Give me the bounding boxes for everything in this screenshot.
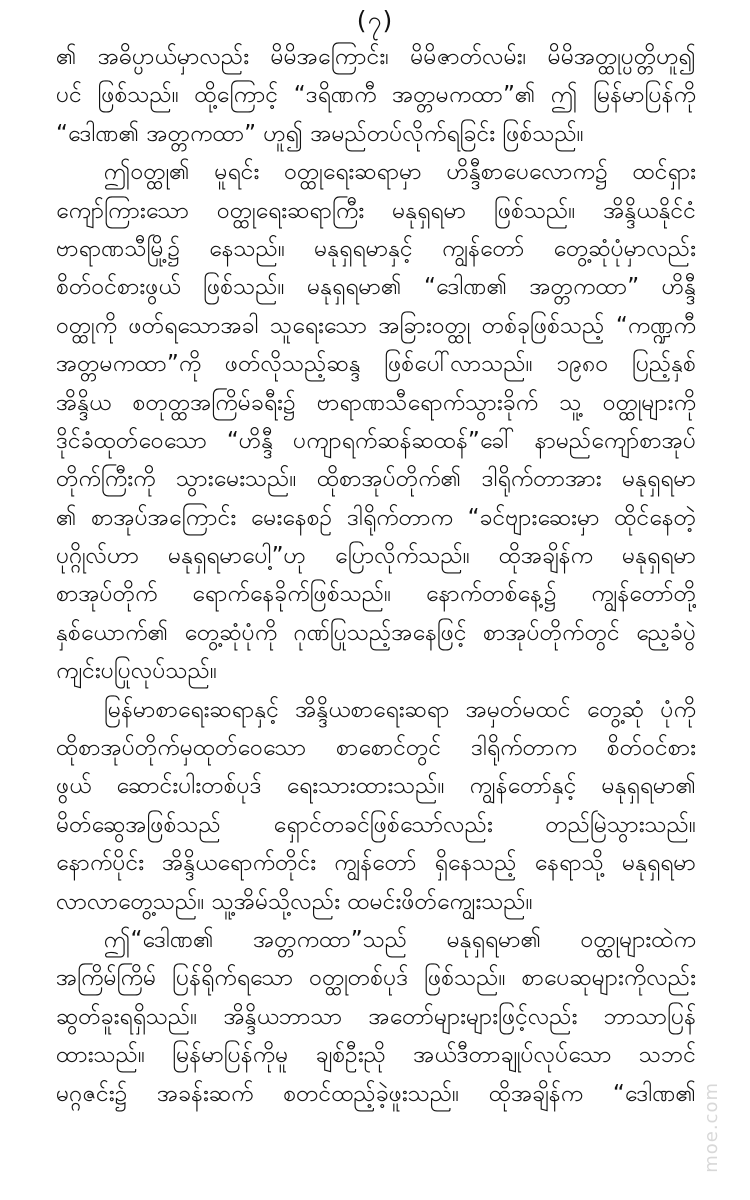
- text-line: မြန်မာစာရေးဆရာနှင့် အိန္ဒိယစာရေးဆရာ အမှတ်မထင် တွေ့ဆုံ ပုံကို: [104, 696, 696, 723]
- text-line: နောက်ပိုင်း အိန္ဒိယရောက်တိုင်း ကျွန်တော် ရှိနေသည့် နေရာသို့ မနုရှရမာ: [56, 850, 696, 877]
- text-line: ထိုစာအုပ်တိုက်မှထုတ်ဝေသော စာစောင်တွင် ဒါရိုက်တာက စိတ်ဝင်စား: [56, 735, 696, 762]
- text-line: ထားသည်။ မြန်မာပြန်ကိုမူ ချစ်ဦးညို အယ်ဒီတာချုပ်လုပ်သော သဘင်: [56, 1042, 696, 1069]
- text-line: အိန္ဒိယ စတုတ္ထအကြိမ်ခရီး၌ ဗာရာဏသီရောက်သွားခိုက် သူ့ ဝတ္ထုများကို: [56, 389, 696, 416]
- text-line: စိတ်ဝင်စားဖွယ် ဖြစ်သည်။ မနုရှရမာ၏ “ဒေါဏ၏ အတ္တကထာ” ဟိန္ဒီ: [56, 274, 696, 301]
- paragraph-4: [56, 921, 696, 1113]
- text-line: ဤ“ဒေါဏ၏ အတ္တကထာ”သည် မနုရှရမာ၏ ဝတ္ထုများထဲက: [104, 926, 696, 953]
- text-line: ပင် ဖြစ်သည်။ ထို့ကြောင့် “ဒရိဏကီ အတ္တမကထာ”၏ ဤ မြန်မာပြန်ကို: [56, 82, 696, 109]
- text-line: ဤဝတ္ထု၏ မူရင်း ဝတ္ထုရေးဆရာမှာ ဟိန္ဒီစာပေလောက၌ ထင်ရှား: [104, 159, 696, 186]
- paragraph-2: [56, 153, 696, 690]
- text-line: ကျင်းပပြုလုပ်သည်။: [56, 658, 217, 685]
- page-number: (၇): [356, 6, 394, 35]
- text-line: ပုဂ္ဂိုလ်ဟာ မနုရှရမာပေါ့”ဟု ပြောလိုက်သည်။ ထိုအချိန်က မနုရှရမာ: [56, 543, 696, 570]
- text-line: အတ္တမကထာ”ကို ဖတ်လိုသည့်ဆန္ဒ ဖြစ်ပေါ်လာသည်။ ၁၉၈၀ ပြည့်နှစ်: [56, 351, 696, 378]
- text-line: ဝတ္ထုကို ဖတ်ရသောအခါ သူရေးသော အခြားဝတ္ထု တစ်ခုဖြစ်သည့် “ကဏ္ဍကီ: [56, 312, 696, 339]
- text-line: စာအုပ်တိုက် ရောက်နေခိုက်ဖြစ်သည်။ နောက်တစ်နေ့၌ ကျွန်တော်တို့: [56, 581, 696, 608]
- text-line: ဗာရာဏသီမြို့၌ နေသည်။ မနုရှရမာနှင့် ကျွန်တော် တွေ့ဆုံပုံမှာလည်း: [56, 235, 696, 262]
- text-line: ဒိုင်ခံထုတ်ဝေသော “ဟိန္ဒီ ပကျာရက်ဆန်ဆထန်”ခေါ် နာမည်ကျော်စာအုပ်: [56, 427, 696, 454]
- text-line: မဂ္ဂဇင်း၌ အခန်းဆက် စတင်ထည့်ခဲ့ဖူးသည်။ ထိုအချိန်က “ဒေါဏ၏: [56, 1080, 696, 1107]
- watermark: moe.com: [701, 1082, 722, 1173]
- text-line: ဆွတ်ခူးရရှိသည်။ အိန္ဒိယဘာသာ အတော်များများဖြင့်လည်း ဘာသာပြန်: [56, 1003, 696, 1030]
- text-line: ၏ အဓိပ္ပာယ်မှာလည်း မိမိအကြောင်း၊ မိမိဇာတ်လမ်း၊ မိမိအတ္ထုပ္ပတ္တိဟူ၍: [56, 44, 696, 70]
- text-line: မိတ်ဆွေအဖြစ်သည် ရှောင်တခင်ဖြစ်သော်လည်း တည်မြဲသွားသည်။: [56, 811, 696, 838]
- text-line: ၏ စာအုပ်အကြောင်း မေးနေစဉ် ဒါရိုက်တာက “ခင်ဗျားဆေးမှာ ထိုင်နေတဲ့: [56, 504, 696, 531]
- text-line: အကြိမ်ကြိမ် ပြန်ရိုက်ရသော ဝတ္ထုတစ်ပုဒ် ဖြစ်သည်။ စာပေဆုများကိုလည်း: [56, 965, 696, 992]
- paragraph-1: [56, 38, 696, 153]
- text-line: နှစ်ယောက်၏ တွေ့ဆုံပုံကို ဂုဏ်ပြုသည့်အနေဖြင့် စာအုပ်တိုက်တွင် ညေ့ခံပွဲ: [56, 619, 696, 646]
- text-line: “ဒေါဏ၏ အတ္တကထာ” ဟူ၍ အမည်တပ်လိုက်ရခြင်း ဖြစ်သည်။: [56, 120, 584, 147]
- text-line: ဖွယ် ဆောင်းပါးတစ်ပုဒ် ရေးသားထားသည်။ ကျွန်တော်နှင့် မနုရှရမာ၏: [56, 773, 696, 800]
- text-line: လာလာတွေ့သည်။ သူ့အိမ်သို့လည်း ထမင်းဖိတ်ကျွေးသည်။: [56, 888, 533, 915]
- text-line: တိုက်ကြီးကို သွားမေးသည်။ ထိုစာအုပ်တိုက်၏ ဒါရိုက်တာအား မနုရှရမာ: [56, 466, 696, 493]
- text-line: ကျော်ကြားသော ဝတ္ထုရေးဆရာကြီး မနုရှရမာ ဖြစ်သည်။ အိန္ဒိယနိုင်ငံ: [56, 197, 696, 224]
- body-text: [56, 38, 696, 1113]
- paragraph-3: [56, 691, 696, 921]
